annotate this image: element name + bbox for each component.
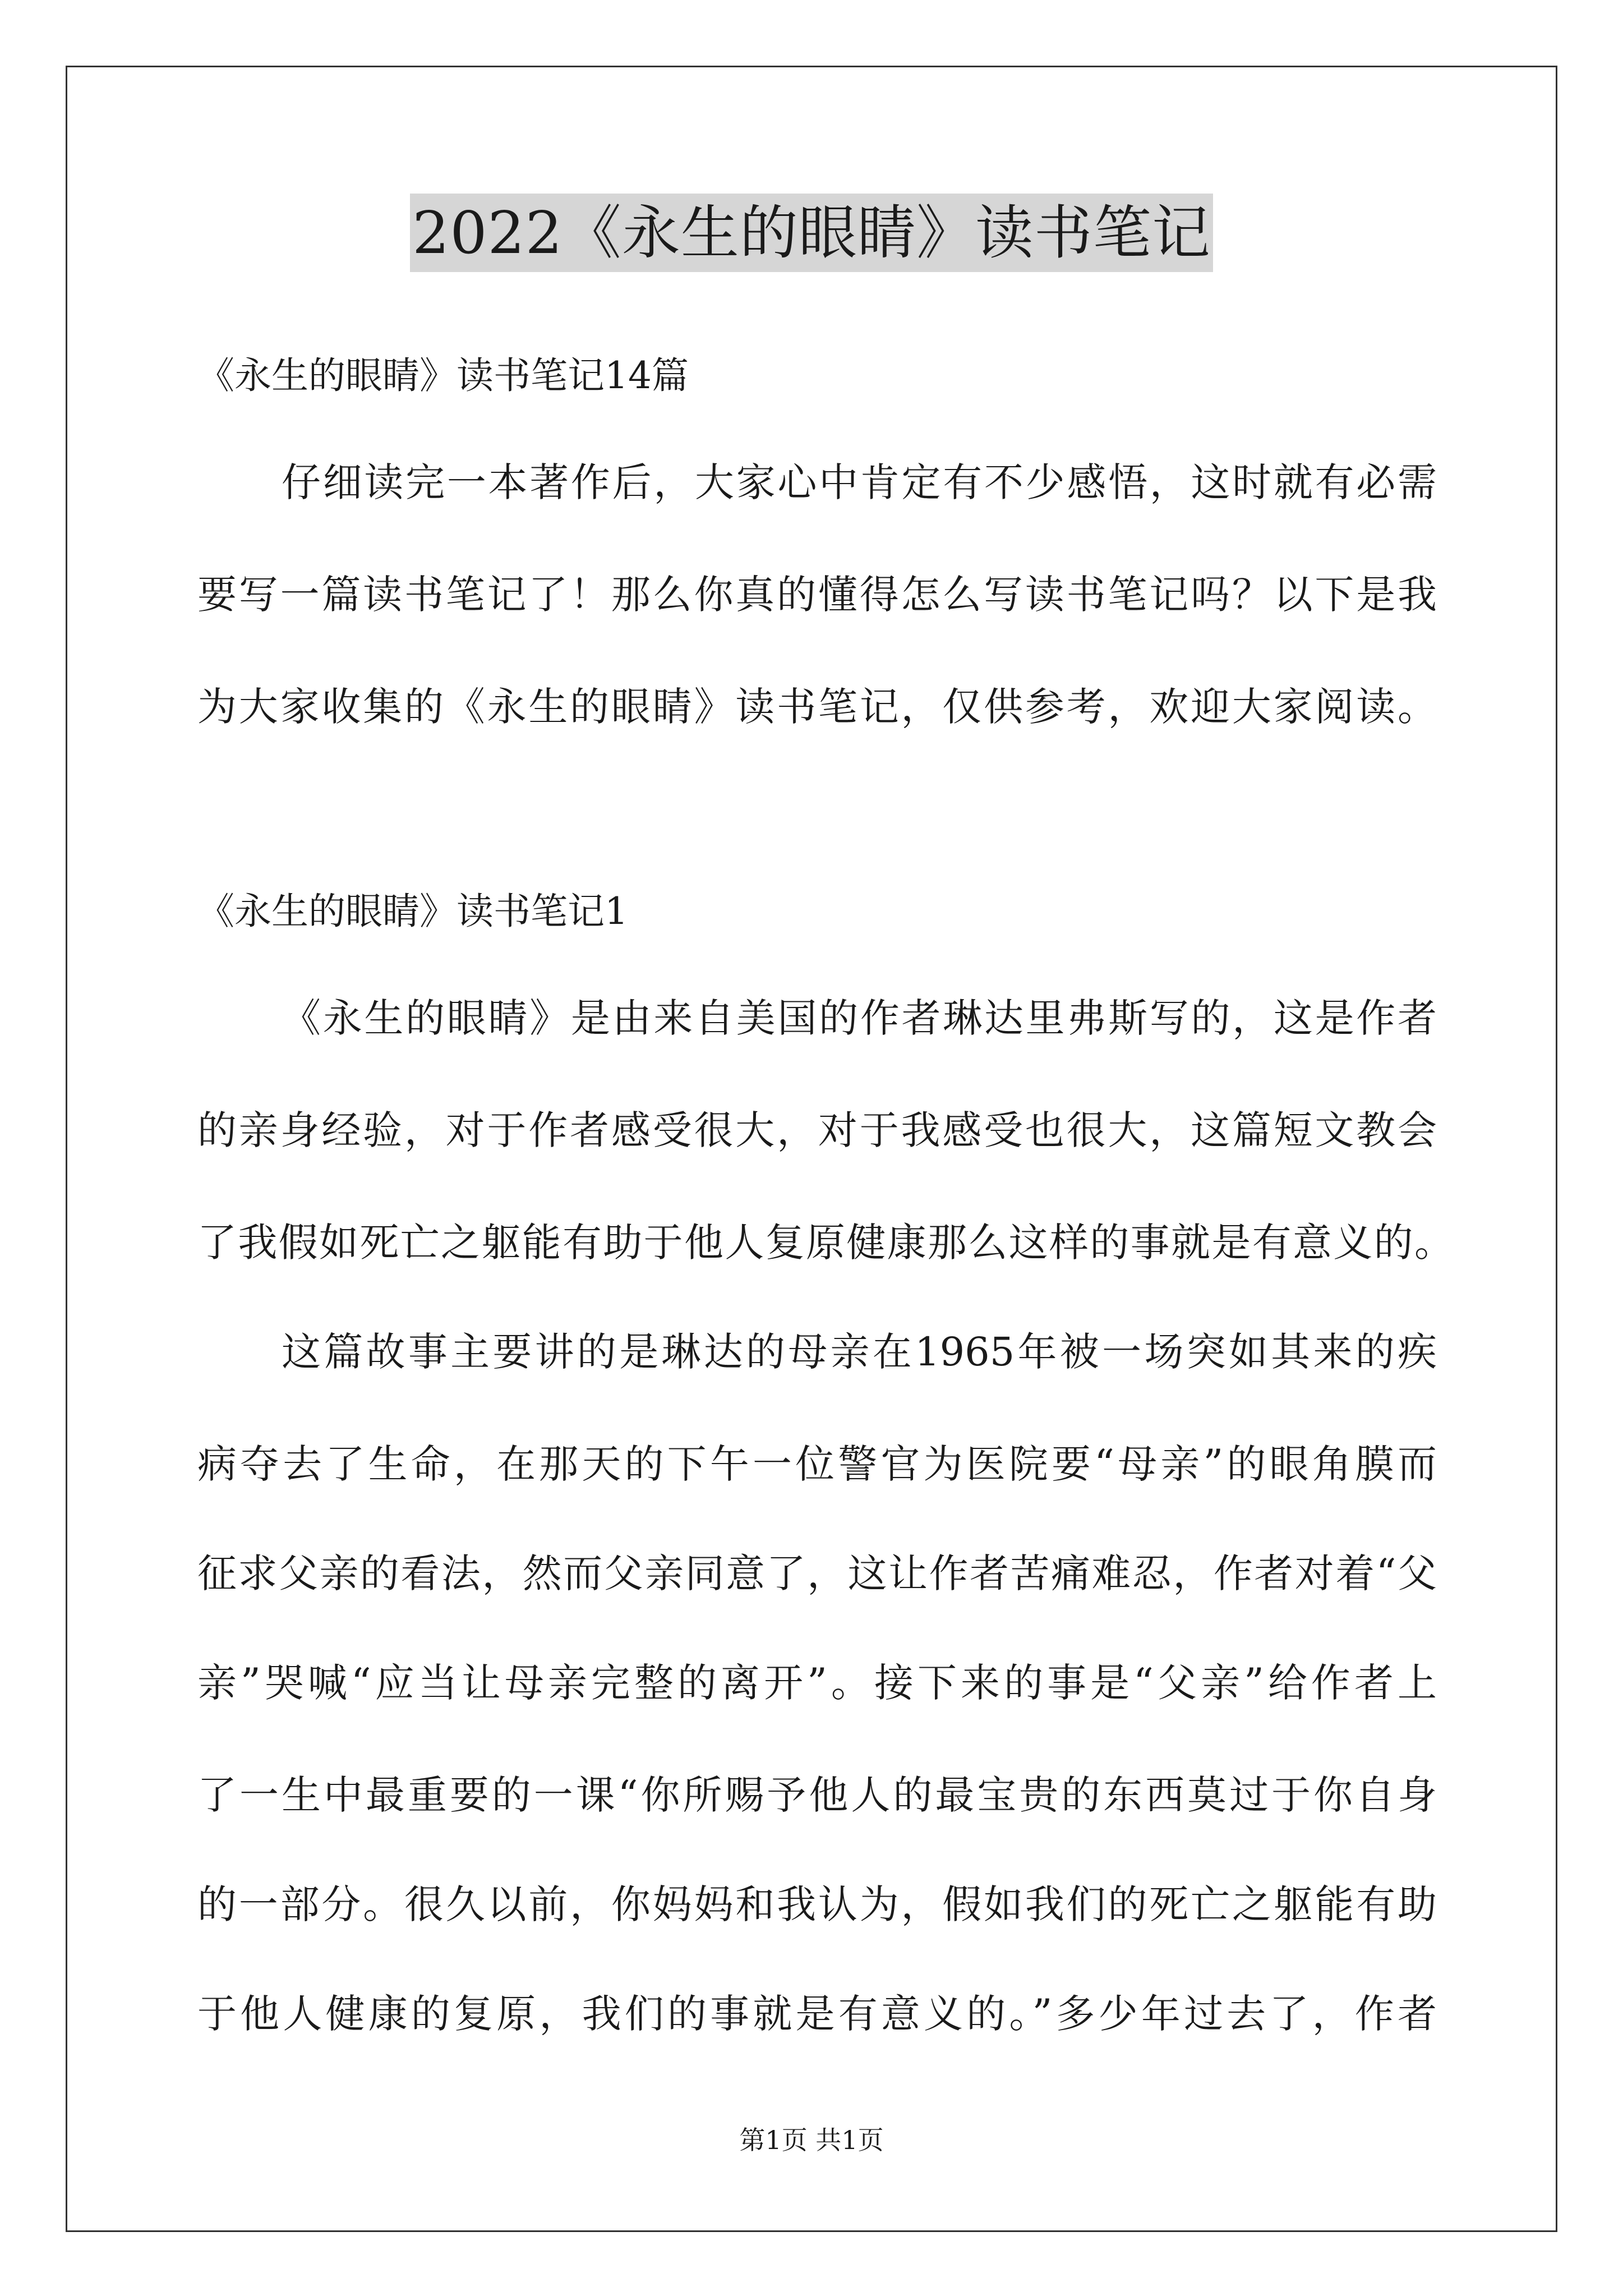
intro-line-2: 要写一篇读书笔记了！那么你真的懂得怎么写读书笔记吗？以下是我 <box>197 572 1437 618</box>
para2-line-4: 亲”哭喊“应当让母亲完整的离开”。接下来的事是“父亲”给作者上 <box>197 1660 1437 1706</box>
subtitle: 《永生的眼睛》读书笔记14篇 <box>197 354 689 397</box>
para2-line-6: 的一部分。很久以前，你妈妈和我认为，假如我们的死亡之躯能有助 <box>197 1881 1437 1927</box>
page-footer: 第1页 共1页 <box>739 2125 884 2155</box>
section-heading: 《永生的眼睛》读书笔记1 <box>197 890 628 933</box>
para2-line-1: 这篇故事主要讲的是琳达的母亲在1965年被一场突如其来的疾 <box>282 1329 1437 1375</box>
para2-line-7: 于他人健康的复原，我们的事就是有意义的。”多少年过去了，作者 <box>197 1991 1437 2037</box>
para2-line-3: 征求父亲的看法，然而父亲同意了，这让作者苦痛难忍，作者对着“父 <box>197 1550 1437 1596</box>
para2-line-5: 了一生中最重要的一课“你所赐予他人的最宝贵的东西莫过于你自身 <box>197 1772 1437 1818</box>
intro-line-1: 仔细读完一本著作后，大家心中肯定有不少感悟，这时就有必需 <box>282 459 1437 505</box>
para2-line-2: 病夺去了生命，在那天的下午一位警官为医院要“母亲”的眼角膜而 <box>197 1441 1437 1487</box>
title-container <box>0 194 1623 272</box>
intro-line-3: 为大家收集的《永生的眼睛》读书笔记，仅供参考，欢迎大家阅读。 <box>197 684 1437 730</box>
para1-line-2: 的亲身经验，对于作者感受很大，对于我感受也很大，这篇短文教会 <box>197 1107 1437 1153</box>
para1-line-1: 《永生的眼睛》是由来自美国的作者琳达里弗斯写的，这是作者 <box>282 995 1437 1041</box>
page-title: 2022《永生的眼睛》读书笔记 <box>410 194 1213 272</box>
para1-line-3: 了我假如死亡之躯能有助于他人复原健康那么这样的事就是有意义的。 <box>197 1220 1454 1266</box>
